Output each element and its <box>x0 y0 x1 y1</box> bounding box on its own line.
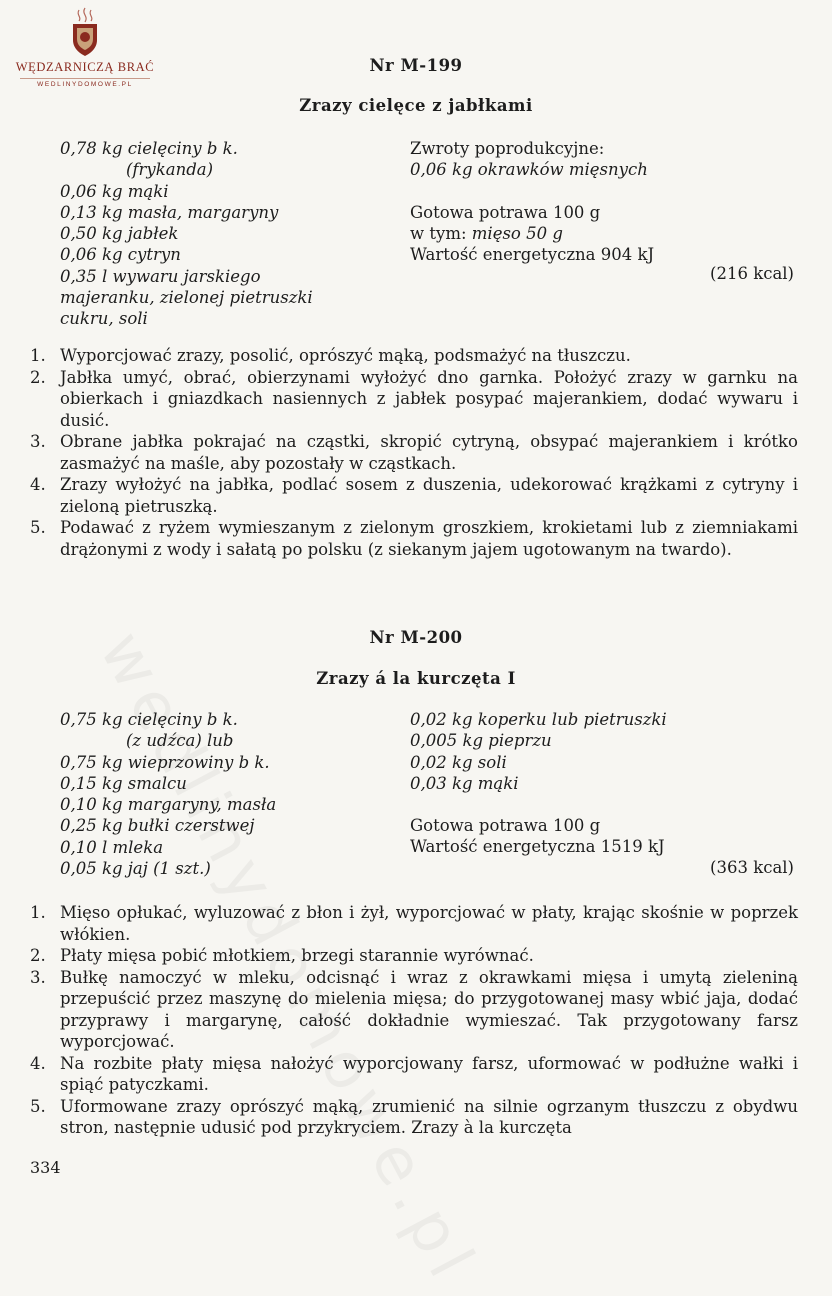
ingredient: 0,02 kg soli <box>410 752 507 772</box>
step-text: Obrane jabłka pokrajać na cząstki, skropić cytryną, obsypać majerankiem i krótko zasmażyć na maśle, aby pozostały w cząstkach. <box>60 432 798 473</box>
ingredient: (frykanda) <box>126 160 214 180</box>
step-text: Na rozbite płaty mięsa nałożyć wyporcjowany farsz, uformować w podłużne wałki i spiąć patyczkami. <box>60 1053 798 1094</box>
recipe1-title: Zrazy cielęce z jabłkami <box>299 96 533 115</box>
recipe2-steps <box>30 902 798 1139</box>
ingredient: cukru, soli <box>60 309 148 329</box>
energy-value: Wartość energetyczna 1519 kJ <box>410 837 665 857</box>
recipe2-ingredients-left <box>60 709 276 879</box>
step-number: 5. <box>30 518 46 537</box>
ingredient: 0,10 l mleka <box>60 837 164 857</box>
ingredient: 0,75 kg wieprzowiny b k. <box>60 752 270 772</box>
ingredient: 0,05 kg jaj (1 szt.) <box>60 859 211 879</box>
step <box>30 1053 798 1096</box>
logo-name: WĘDZARNICZĄ BRAĆ <box>15 60 155 74</box>
step-number: 3. <box>30 432 46 451</box>
step-number: 4. <box>30 1053 46 1073</box>
smokehouse-crest-icon <box>65 6 105 58</box>
recipe1-kcal: (216 kcal) <box>710 264 794 283</box>
ingredient: 0,06 kg cytryn <box>60 245 181 265</box>
ingredient: 0,78 kg cielęciny b k. <box>60 139 238 158</box>
ingredient: 0,35 l wywaru jarskiego <box>60 266 261 286</box>
ingredient: 0,15 kg smalcu <box>60 773 187 793</box>
energy-value: Wartość energetyczna 904 kJ <box>410 245 655 265</box>
step-number: 2. <box>30 946 46 965</box>
step <box>30 367 798 432</box>
ingredient: 0,25 kg bułki czerstwej <box>60 816 255 836</box>
step-text: Podawać z ryżem wymieszanym z zielonym groszkiem, krokietami lub z ziemniakami drążonymi z wody i sałatą po polsku (z siekanym jajem ugotowanym na twardo). <box>60 518 798 559</box>
portion-size: Gotowa potrawa 100 g <box>410 202 601 222</box>
step-number: 3. <box>30 967 46 987</box>
logo-url: WEDLINYDOMOWE.PL <box>37 81 133 88</box>
ingredient: 0,02 kg koperku lub pietruszki <box>410 710 667 729</box>
ingredient: 0,005 kg pieprzu <box>410 731 552 751</box>
recipe2-number: Nr M-200 <box>369 628 463 647</box>
step-number: 5. <box>30 1096 46 1116</box>
step <box>30 1096 798 1139</box>
step <box>30 431 798 474</box>
recipe1-info <box>410 138 654 265</box>
step-text: Uformowane zrazy oprószyć mąką, zrumienić na silnie ogrzanym tłuszczu z obydwu stron, następnie udusić pod przykryciem. Zrazy à la kurczęta <box>60 1096 798 1137</box>
step-text: Jabłka umyć, obrać, obierzynami wyłożyć dno garnka. Położyć zrazy w garnku na obierkach i gniazdkach nasiennych z jabłek posypać majerankiem, dodać wywaru i dusić. <box>60 367 798 430</box>
step <box>30 345 798 367</box>
step <box>30 517 798 560</box>
portion-size: Gotowa potrawa 100 g <box>410 816 601 836</box>
ingredient: 0,13 kg masła, margaryny <box>60 202 279 222</box>
step-text: Zrazy wyłożyć na jabłka, podlać sosem z duszenia, udekorować krążkami z cytryny i zieloną pietruszką. <box>60 475 798 516</box>
step <box>30 474 798 517</box>
step-text: Bułkę namoczyć w mleku, odcisnąć i wraz z okrawkami mięsa i umytą zieleniną przepuścić przez maszynę do mielenia mięsa; do przygotowanej masy wbić jaja, dodać przyprawy i margarynę, całość dokładnie wymieszać. Tak przygotowany farsz wyporcjować. <box>60 967 798 1051</box>
recipe2-kcal: (363 kcal) <box>710 858 794 877</box>
logo-divider <box>20 78 150 79</box>
step-number: 4. <box>30 475 46 494</box>
ingredient: (z udźca) lub <box>126 731 234 751</box>
step-text: Wyporcjować zrazy, posolić, oprószyć mąką, podsmażyć na tłuszczu. <box>60 346 631 365</box>
ingredient: 0,03 kg mąki <box>410 773 519 793</box>
step <box>30 902 798 945</box>
recipe1-number: Nr M-199 <box>369 56 463 75</box>
step-text: Płaty mięsa pobić młotkiem, brzegi starannie wyrównać. <box>60 946 534 965</box>
ingredient: 0,10 kg margaryny, masła <box>60 795 277 815</box>
ingredient: 0,50 kg jabłek <box>60 224 179 244</box>
portion-meat-prefix: w tym: <box>410 223 467 243</box>
recipe2-ingredients-right <box>410 709 667 858</box>
page-number: 334 <box>30 1158 61 1177</box>
step <box>30 945 798 967</box>
ingredient: 0,06 kg mąki <box>60 181 169 201</box>
recipe2-title: Zrazy á la kurczęta I <box>316 669 516 688</box>
step <box>30 967 798 1053</box>
recipe1-ingredients <box>60 138 313 330</box>
step-number: 2. <box>30 367 46 387</box>
portion-meat-value: mięso 50 g <box>471 223 563 243</box>
returns-value: 0,06 kg okrawków mięsnych <box>410 160 648 180</box>
ingredient: 0,75 kg cielęciny b k. <box>60 710 238 729</box>
logo <box>14 6 156 88</box>
portion-meat <box>410 223 654 244</box>
step-number: 1. <box>30 346 46 365</box>
step-number: 1. <box>30 903 46 922</box>
ingredient: majeranku, zielonej pietruszki <box>60 288 313 308</box>
recipe1-steps <box>30 345 798 560</box>
returns-label: Zwroty poprodukcyjne: <box>410 139 605 158</box>
step-text: Mięso opłukać, wyluzować z błon i żył, wyporcjować w płaty, krając skośnie w poprzek włókien. <box>60 903 798 944</box>
